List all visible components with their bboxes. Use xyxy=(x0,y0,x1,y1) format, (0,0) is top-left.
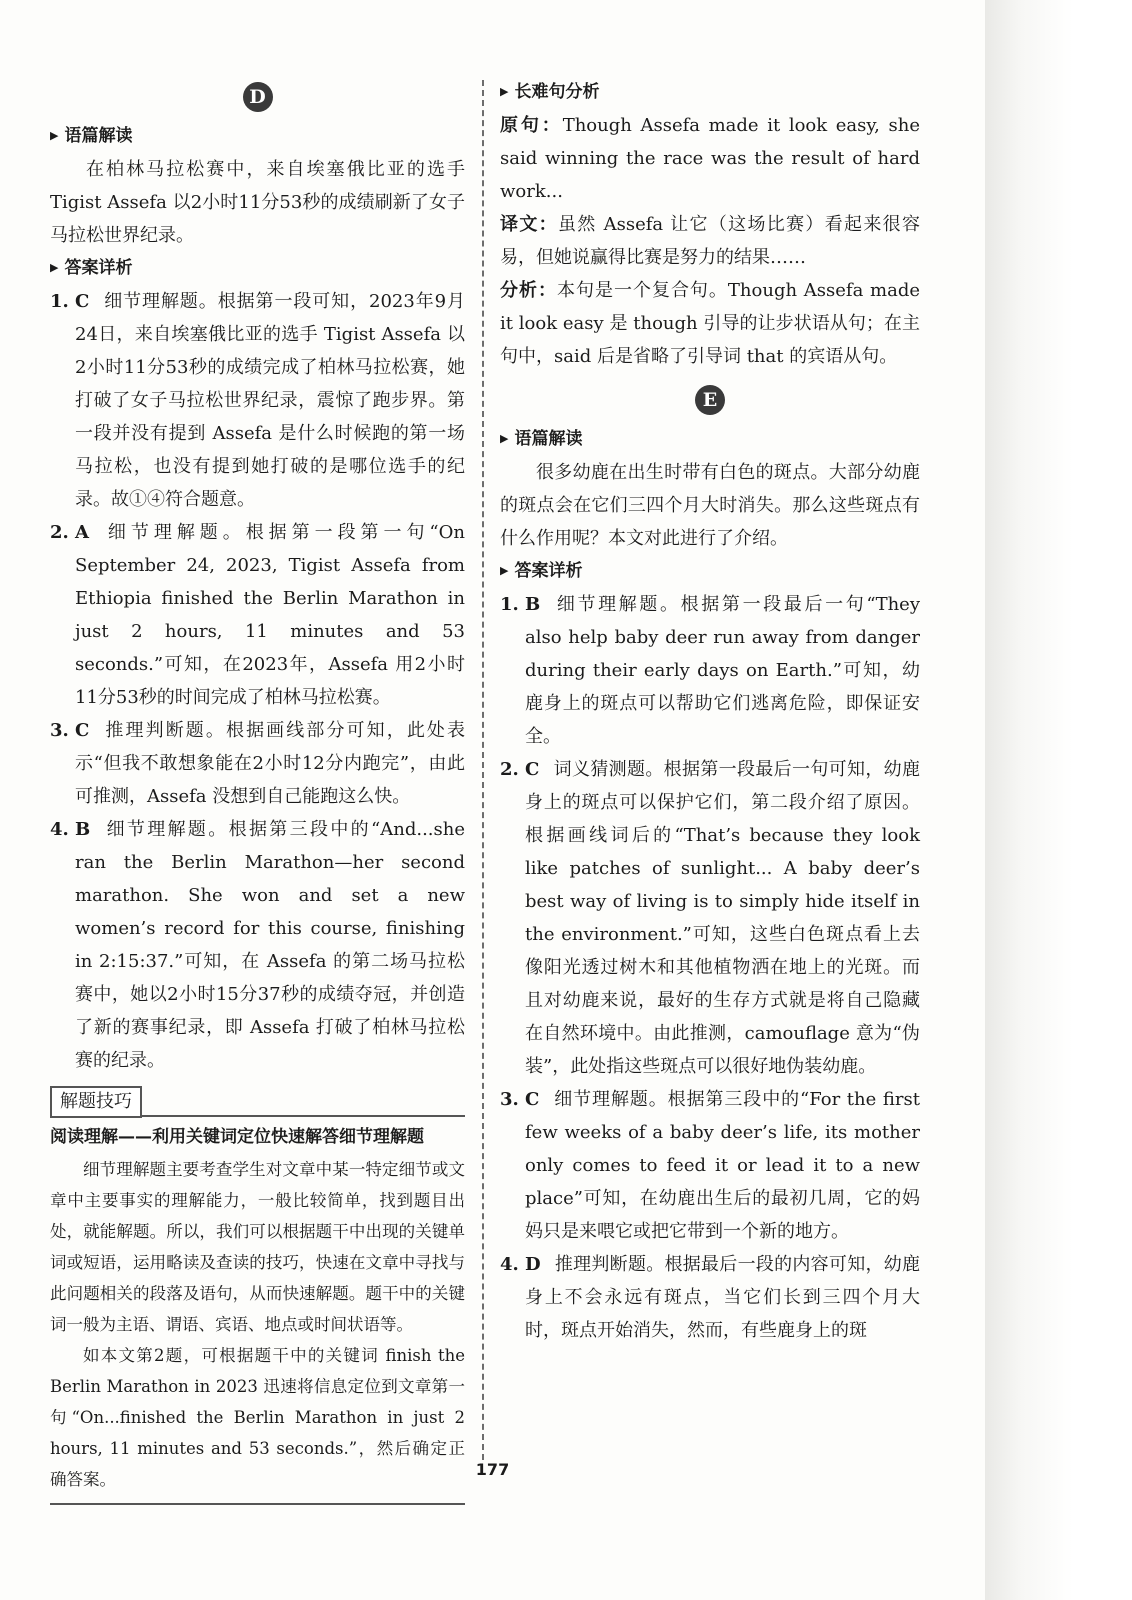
answers-heading: ▶ 答案详析 xyxy=(500,561,583,581)
answer-item: 1. B 细节理解题。根据第一段最后一句“They also help baby deer run away from danger during their early days on Earth.”可知，幼鹿身上的斑点可以帮助它们逃离危险，即保证安全。 xyxy=(500,594,920,747)
tips-title: 阅读理解——利用关键词定位快速解答细节理解题 xyxy=(50,1127,424,1147)
passage-summary: 在柏林马拉松赛中，来自埃塞俄比亚的选手Tigist Assefa 以2小时11分53秒的成绩刷新了女子马拉松世界纪录。 xyxy=(50,159,465,246)
answer-item: 4. B 细节理解题。根据第三段中的“And...she ran the Berlin Marathon—her second marathon. She won and set a new women’s record for this course, finishing in 2:15:37.”可知，在 Assefa 的第二场马拉松赛中，她以2小时15分37秒的成绩夺冠，并创造了新的赛事纪录，即 Assefa 打破了柏林马拉松赛的纪录。 xyxy=(50,819,465,1071)
reading-heading: ▶ 语篇解读 xyxy=(50,126,133,146)
answer-letter: C xyxy=(525,1089,540,1110)
arrow-right-icon: ▶ xyxy=(50,261,59,274)
tips-label: 解题技巧 xyxy=(50,1086,142,1118)
answer-letter: C xyxy=(525,759,540,780)
answer-item: 3. C 推理判断题。根据画线部分可知，此处表示“但我不敢想象能在2小时12分内跑完”，由此可推测，Assefa 没想到自己能跑这么快。 xyxy=(50,720,465,807)
answer-item: 3. C 细节理解题。根据第三段中的“For the first few weeks of a baby deer’s life, its mother only comes to feed it or lead it to a new place”可知，在幼鹿出生后的最初几周，它的妈妈只是来喂它或把它带到一个新的地方。 xyxy=(500,1089,920,1242)
answer-item: 4. D 推理判断题。根据最后一段的内容可知，幼鹿身上不会永远有斑点，当它们长到三四个月大时，斑点开始消失，然而，有些鹿身上的斑 xyxy=(500,1254,920,1341)
page-number: 177 xyxy=(475,1460,510,1479)
answer-letter: D xyxy=(525,1254,541,1275)
answer-letter: A xyxy=(75,522,89,543)
answer-letter: B xyxy=(75,819,91,840)
scan-margin xyxy=(985,0,1132,1600)
arrow-right-icon: ▶ xyxy=(500,564,509,577)
passage-summary: 很多幼鹿在出生时带有白色的斑点。大部分幼鹿的斑点会在它们三四个月大时消失。那么这些斑点有什么作用呢？本文对此进行了介绍。 xyxy=(500,462,920,549)
long-sentence-heading: ▶ 长难句分析 xyxy=(500,82,600,102)
answer-letter: C xyxy=(75,291,90,312)
original-sentence: 原句：Though Assefa made it look easy, she said winning the race was the result of hard work... xyxy=(500,115,920,202)
translation: 译文：虽然 Assefa 让它（这场比赛）看起来很容易，但她说赢得比赛是努力的结果…… xyxy=(500,214,920,268)
answer-item: 2. A 细节理解题。根据第一段第一句“On September 24, 2023, Tigist Assefa from Ethiopia finished the Berlin Marathon in just 2 hours, 11 minutes and 53 seconds.”可知，在2023年，Assefa 用2小时11分53秒的时间完成了柏林马拉松赛。 xyxy=(50,522,465,708)
left-column xyxy=(50,76,465,1505)
answer-letter: C xyxy=(75,720,90,741)
analysis: 分析：本句是一个复合句。Though Assefa made it look easy 是 though 引导的让步状语从句；在主句中，said 后是省略了引导词 that 的宾语从句。 xyxy=(500,280,920,367)
arrow-right-icon: ▶ xyxy=(500,85,509,98)
tips-header xyxy=(50,1085,465,1117)
reading-heading: ▶ 语篇解读 xyxy=(500,429,583,449)
passage-badge-d: D xyxy=(243,82,273,112)
right-column xyxy=(500,76,920,1347)
answers-heading: ▶ 答案详析 xyxy=(50,258,133,278)
tips-paragraph: 细节理解题主要考查学生对文章中某一特定细节或文章中主要事实的理解能力，一般比较简单，找到题目出处，就能解题。所以，我们可以根据题干中出现的关键单词或短语，运用略读及查读的技巧，快速在文章中寻找与此问题相关的段落及语句，从而快速解题。题干中的关键词一般为主语、谓语、宾语、地点或时间状语等。 xyxy=(50,1160,465,1334)
answer-item: 1. C 细节理解题。根据第一段可知，2023年9月24日，来自埃塞俄比亚的选手 Tigist Assefa 以2小时11分53秒的成绩完成了柏林马拉松赛，她打破了女子马拉松世界纪录，震惊了跑步界。第一段并没有提到 Assefa 是什么时候跑的第一场马拉松，也没有提到她打破的是哪位选手的纪录。故①④符合题意。 xyxy=(50,291,465,510)
tips-end-rule xyxy=(50,1495,465,1505)
tips-paragraph: 如本文第2题，可根据题干中的关键词 finish the Berlin Marathon in 2023 迅速将信息定位到文章第一句“On...finished the Berlin Marathon in just 2 hours, 11 minutes and 53 seconds.”，然后确定正确答案。 xyxy=(50,1346,465,1489)
column-divider xyxy=(482,80,484,1460)
arrow-right-icon: ▶ xyxy=(50,129,59,142)
passage-badge-e: E xyxy=(695,385,725,415)
answer-letter: B xyxy=(525,594,541,615)
arrow-right-icon: ▶ xyxy=(500,432,509,445)
answer-item: 2. C 词义猜测题。根据第一段最后一句可知，幼鹿身上的斑点可以保护它们，第二段介绍了原因。根据画线词后的“That’s because they look like patches of sunlight... A baby deer’s best way of living is to simply hide itself in the environment.”可知，这些白色斑点看上去像阳光透过树木和其他植物洒在地上的光斑。而且对幼鹿来说，最好的生存方式就是将自己隐藏在自然环境中。由此推测，camouflage 意为“伪装”，此处指这些斑点可以很好地伪装幼鹿。 xyxy=(500,759,920,1077)
